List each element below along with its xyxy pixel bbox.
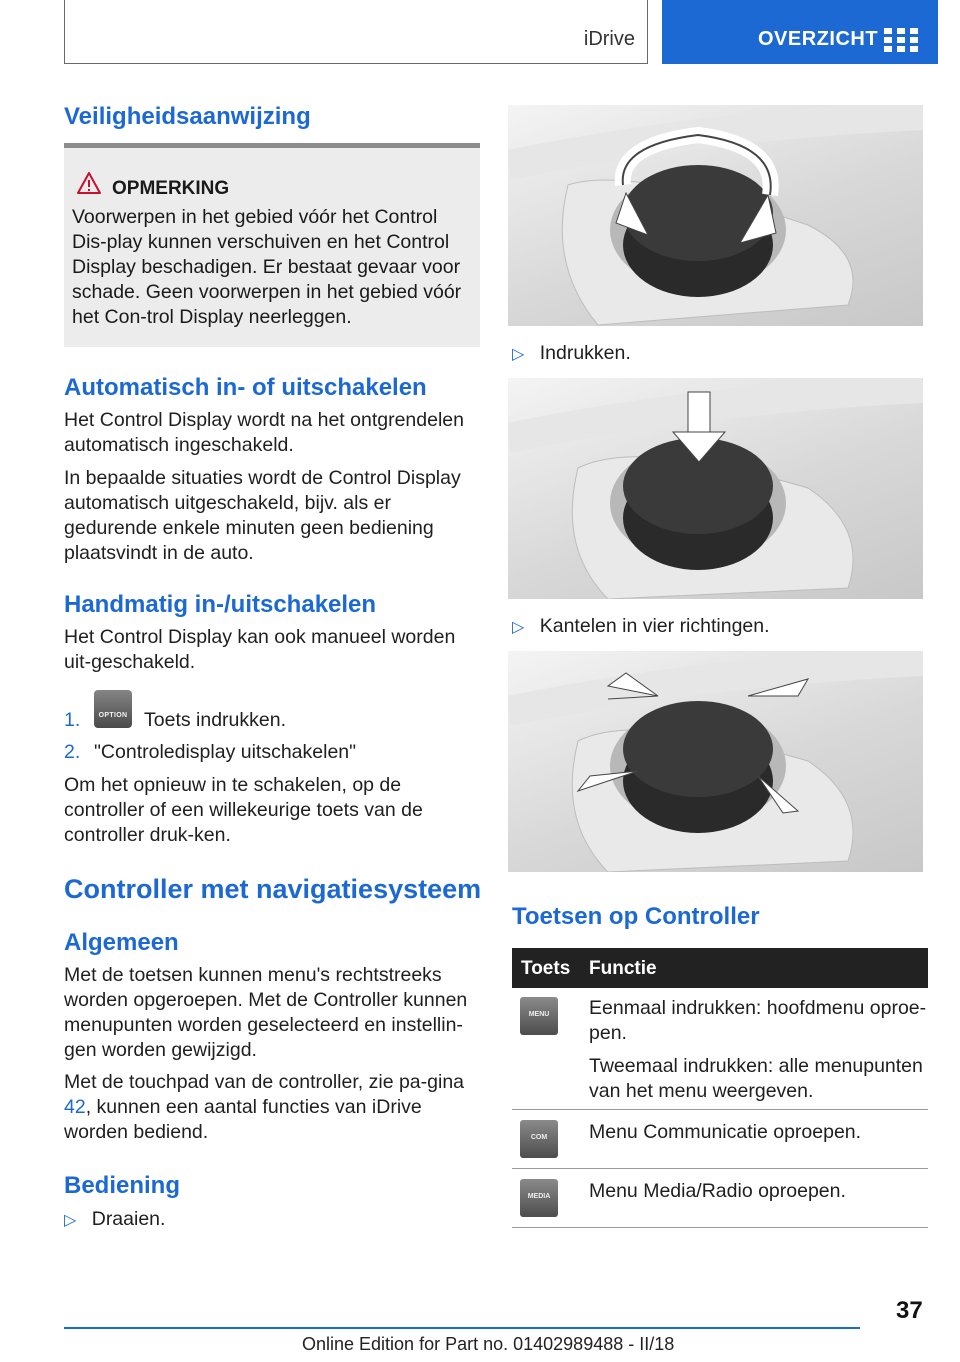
header-section-box bbox=[64, 0, 648, 64]
operation-heading: Bediening bbox=[64, 1172, 181, 1199]
note-title: OPMERKING bbox=[112, 178, 230, 199]
page-number: 37 bbox=[896, 1297, 923, 1324]
step-text: "Controledisplay uitschakelen" bbox=[94, 741, 357, 763]
header-chapter-label: OVERZICHT bbox=[758, 28, 879, 50]
table-header-key: Toets bbox=[521, 958, 571, 979]
auto-heading: Automatisch in- of uitschakelen bbox=[64, 374, 427, 401]
option-button-icon: OPTION bbox=[94, 690, 132, 728]
auto-paragraph-2: In bepaalde situaties wordt de Control Display automatisch uitgeschakeld, bijv. als er gedurende enkele minuten geen bediening plaatsvindt in de auto. bbox=[64, 467, 461, 564]
table-header-function: Functie bbox=[589, 958, 657, 979]
header-section-label: iDrive bbox=[583, 28, 635, 50]
step-number: 1. bbox=[64, 709, 81, 731]
note-box bbox=[64, 143, 480, 347]
controller-tilt-image bbox=[508, 651, 923, 872]
step-text: Toets indrukken. bbox=[144, 709, 286, 731]
general-text-b: , kunnen een aantal functies van iDrive worden bediend. bbox=[64, 1096, 422, 1143]
operation-item-3 bbox=[512, 614, 770, 640]
note-text: Voorwerpen in het gebied vóór het Control Dis-play kunnen verschuiven en het Control Display beschadigen. Er bestaat gevaar voor schade. Geen voorwerpen in het gebied vóór het Con-trol Display neerleggen. bbox=[72, 206, 462, 328]
controller-press-image bbox=[508, 378, 923, 599]
table-header bbox=[512, 948, 928, 988]
bullet-triangle-icon: ▷ bbox=[512, 619, 525, 636]
step-1 bbox=[64, 690, 482, 730]
media-button-icon: MEDIA bbox=[520, 1179, 558, 1217]
nav-heading: Controller met navigatiesysteem bbox=[64, 874, 482, 904]
header-chapter-tab[interactable] bbox=[662, 0, 938, 64]
footer-edition: Online Edition for Part no. 01402989488 - II/18 bbox=[302, 1334, 675, 1354]
operation-item-text: Indrukken. bbox=[539, 342, 631, 364]
general-heading: Algemeen bbox=[64, 929, 179, 956]
general-text-a: Met de touchpad van de controller, zie pa-gina bbox=[64, 1071, 465, 1093]
general-paragraph-1: Met de toetsen kunnen menu's rechtstreeks worden opgeroepen. Met de Controller kunnen menupunten worden geselecteerd en instellin-gen worden gewijzigd. bbox=[64, 964, 468, 1061]
manual-heading: Handmatig in-/uitschakelen bbox=[64, 591, 377, 618]
operation-item-2 bbox=[512, 341, 631, 367]
table-cell-function: Eenmaal indrukken: hoofdmenu oproe-pen. bbox=[589, 997, 927, 1044]
warning-icon bbox=[76, 171, 102, 195]
table-row-divider bbox=[512, 1168, 928, 1169]
table-cell-function: Menu Media/Radio oproepen. bbox=[589, 1180, 846, 1202]
table-cell-function: Menu Communicatie oproepen. bbox=[589, 1121, 862, 1143]
operation-item-text: Draaien. bbox=[91, 1208, 166, 1230]
step-number: 2. bbox=[64, 741, 81, 763]
manual-paragraph-1: Het Control Display kan ook manueel worden uit-geschakeld. bbox=[64, 626, 456, 673]
table-cell-function: Tweemaal indrukken: alle menupunten van het menu weergeven. bbox=[589, 1055, 923, 1102]
manual-paragraph-2: Om het opnieuw in te schakelen, op de controller of een willekeurige toets van de controller druk-ken. bbox=[64, 774, 423, 846]
auto-paragraph-1: Het Control Display wordt na het ontgrendelen automatisch ingeschakeld. bbox=[64, 409, 464, 456]
table-row-divider bbox=[512, 1227, 928, 1228]
general-paragraph-2 bbox=[64, 1070, 482, 1145]
com-button-icon: COM bbox=[520, 1120, 558, 1158]
operation-item-1 bbox=[64, 1207, 165, 1233]
footer-divider bbox=[64, 1327, 860, 1329]
step-2 bbox=[64, 740, 482, 765]
page-link[interactable]: 42 bbox=[64, 1096, 86, 1118]
operation-item-text: Kantelen in vier richtingen. bbox=[539, 615, 770, 637]
table-row-divider bbox=[512, 1109, 928, 1110]
grid-menu-icon[interactable] bbox=[884, 28, 920, 52]
controller-rotate-image bbox=[508, 105, 923, 326]
bullet-triangle-icon: ▷ bbox=[64, 1212, 77, 1229]
menu-button-icon: MENU bbox=[520, 997, 558, 1035]
bullet-triangle-icon: ▷ bbox=[512, 346, 525, 363]
buttons-heading: Toetsen op Controller bbox=[512, 903, 760, 930]
safety-heading: Veiligheidsaanwijzing bbox=[64, 103, 311, 130]
